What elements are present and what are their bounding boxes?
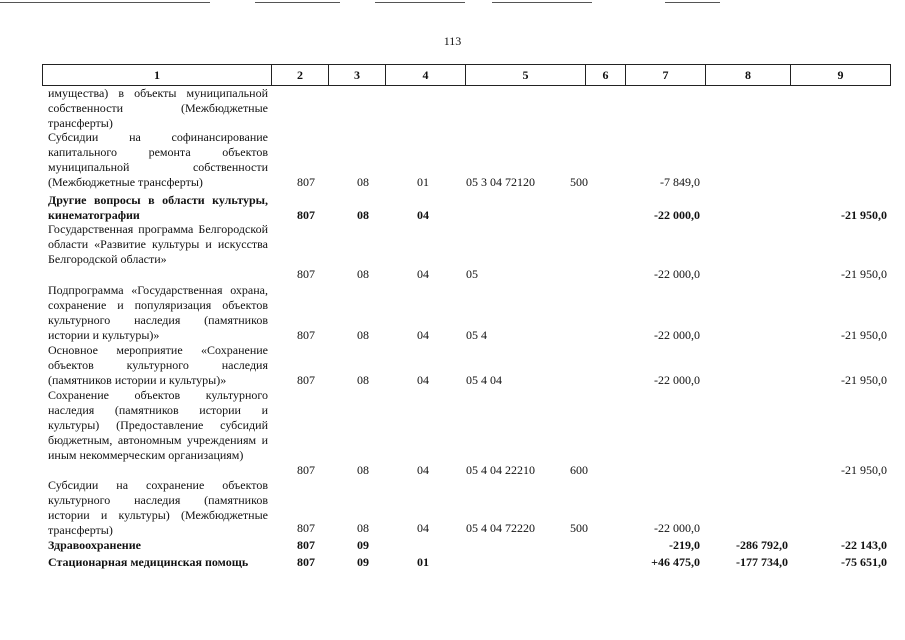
row-col-4: 04 bbox=[417, 373, 429, 387]
row-col-7: -219,0 bbox=[669, 538, 700, 552]
row-name: Другие вопросы в области культуры, кинематографии bbox=[48, 193, 268, 222]
row-col-4: 01 bbox=[417, 555, 429, 569]
row-col-2: 807 bbox=[297, 373, 315, 387]
row-col-4: 04 bbox=[417, 267, 429, 281]
row-col-9: -22 143,0 bbox=[841, 538, 887, 552]
row-col-2: 807 bbox=[297, 521, 315, 535]
row-name: Государственная программа Белгородской области «Развитие культуры и искусства Белгородской области» bbox=[48, 222, 268, 266]
row-col-2: 807 bbox=[297, 267, 315, 281]
row-col-5: 05 4 04 72220 bbox=[466, 521, 535, 535]
row-col-9: -21 950,0 bbox=[841, 373, 887, 387]
row-col-4: 04 bbox=[417, 521, 429, 535]
row-col-9: -21 950,0 bbox=[841, 328, 887, 342]
row-name: имущества) в объекты муниципальной собственности (Межбюджетные трансферты) bbox=[48, 86, 268, 130]
row-col-5: 05 4 bbox=[466, 328, 487, 342]
row-col-3: 08 bbox=[357, 373, 369, 387]
header-col-6: 6 bbox=[585, 65, 625, 85]
row-col-9: -75 651,0 bbox=[841, 555, 887, 569]
row-col-6: 500 bbox=[570, 521, 588, 535]
row-col-6: 600 bbox=[570, 463, 588, 477]
top-scan-line bbox=[375, 2, 465, 3]
row-col-5: 05 3 04 72120 bbox=[466, 175, 535, 189]
row-name: Подпрограмма «Государственная охрана, сохранение и популяризация объектов культурного наследия (памятников истории и культуры)» bbox=[48, 283, 268, 342]
row-col-4: 04 bbox=[417, 328, 429, 342]
row-col-2: 807 bbox=[297, 463, 315, 477]
row-name: Субсидии на софинансирование капитального ремонта объектов муниципальной собственности (Межбюджетные трансферты) bbox=[48, 130, 268, 189]
row-col-2: 807 bbox=[297, 328, 315, 342]
row-col-7: +46 475,0 bbox=[651, 555, 700, 569]
header-col-8: 8 bbox=[705, 65, 790, 85]
row-col-2: 807 bbox=[297, 208, 315, 222]
top-scan-line bbox=[255, 2, 340, 3]
row-col-7: -22 000,0 bbox=[654, 267, 700, 281]
row-col-8: -177 734,0 bbox=[736, 555, 788, 569]
row-col-5: 05 4 04 bbox=[466, 373, 502, 387]
top-scan-line bbox=[492, 2, 592, 3]
row-col-2: 807 bbox=[297, 555, 315, 569]
header-col-1: 1 bbox=[154, 68, 160, 82]
row-col-4: 04 bbox=[417, 463, 429, 477]
header-col-9: 9 bbox=[790, 65, 890, 85]
row-col-3: 08 bbox=[357, 328, 369, 342]
row-name: Здравоохранение bbox=[48, 538, 141, 552]
row-col-3: 08 bbox=[357, 521, 369, 535]
row-col-7: -22 000,0 bbox=[654, 521, 700, 535]
row-col-9: -21 950,0 bbox=[841, 463, 887, 477]
header-col-2: 2 bbox=[271, 65, 328, 85]
row-col-7: -22 000,0 bbox=[654, 373, 700, 387]
row-col-3: 09 bbox=[357, 538, 369, 552]
header-col-7: 7 bbox=[625, 65, 705, 85]
row-col-2: 807 bbox=[297, 175, 315, 189]
row-col-3: 08 bbox=[357, 267, 369, 281]
row-name: Основное мероприятие «Сохранение объектов культурного наследия (памятников истории и культуры)» bbox=[48, 343, 268, 387]
row-col-7: -22 000,0 bbox=[654, 208, 700, 222]
row-col-7: -7 849,0 bbox=[660, 175, 700, 189]
row-col-3: 08 bbox=[357, 175, 369, 189]
header-col-5: 5 bbox=[465, 65, 585, 85]
top-scan-line bbox=[665, 2, 720, 3]
row-col-5: 05 bbox=[466, 267, 478, 281]
row-col-4: 04 bbox=[417, 208, 429, 222]
row-col-5: 05 4 04 22210 bbox=[466, 463, 535, 477]
table-header bbox=[42, 64, 891, 86]
row-col-3: 09 bbox=[357, 555, 369, 569]
row-name: Субсидии на сохранение объектов культурного наследия (памятников истории и культуры) (Межбюджетные трансферты) bbox=[48, 478, 268, 537]
row-col-4: 01 bbox=[417, 175, 429, 189]
row-name: Стационарная медицинская помощь bbox=[48, 555, 249, 569]
row-col-2: 807 bbox=[297, 538, 315, 552]
header-col-3: 3 bbox=[328, 65, 385, 85]
row-col-9: -21 950,0 bbox=[841, 208, 887, 222]
row-name: Сохранение объектов культурного наследия (памятников истории и культуры) (Предоставление субсидий бюджетным, автономным учреждениям и иным некоммерческим организациям) bbox=[48, 388, 268, 462]
top-scan-line bbox=[0, 2, 210, 3]
page-number: 113 bbox=[443, 34, 462, 48]
row-col-6: 500 bbox=[570, 175, 588, 189]
header-col-4: 4 bbox=[385, 65, 465, 85]
row-col-8: -286 792,0 bbox=[736, 538, 788, 552]
row-col-9: -21 950,0 bbox=[841, 267, 887, 281]
row-col-3: 08 bbox=[357, 208, 369, 222]
row-col-3: 08 bbox=[357, 463, 369, 477]
row-col-7: -22 000,0 bbox=[654, 328, 700, 342]
